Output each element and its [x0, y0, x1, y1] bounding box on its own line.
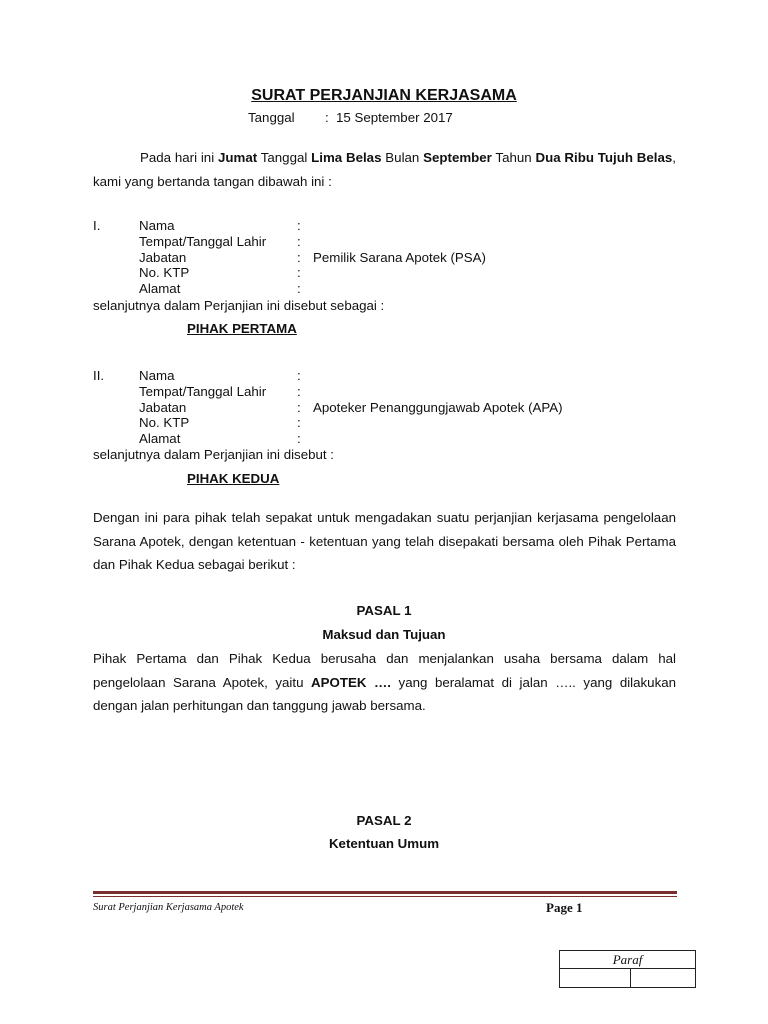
party2-field-colon: : [297, 400, 301, 415]
party2-field-label: Jabatan [139, 400, 187, 415]
party2-field-label: Nama [139, 368, 175, 383]
paraf-box [559, 950, 696, 988]
party1-field-colon: : [297, 265, 301, 280]
footer-rule-thick [93, 891, 677, 894]
party2-field-value: Apoteker Penanggungjawab Apotek (APA) [313, 400, 563, 415]
party2-roman: II. [93, 368, 105, 383]
pasal1-paragraph: Pihak Pertama dan Pihak Kedua berusaha dan menjalankan usaha bersama dalam hal pengelolaan Sarana Apotek, yaitu APOTEK …. yang beralamat di jalan ….. yang dilakukan dengan jalan perhitungan dan tanggung jawab bersama. [93, 651, 677, 713]
document-title: SURAT PERJANJIAN KERJASAMA [251, 87, 517, 104]
pasal1-subheading: Maksud dan Tujuan [322, 627, 446, 642]
party2-field-label: Tempat/Tanggal Lahir [139, 384, 267, 399]
party1-designation-text: selanjutnya dalam Perjanjian ini disebut sebagai : [93, 298, 385, 313]
party2-field-colon: : [297, 415, 301, 430]
pasal2-heading: PASAL 2 [356, 813, 412, 828]
party2-field-label: Alamat [139, 431, 181, 446]
party2-designation-text: selanjutnya dalam Perjanjian ini disebut : [93, 447, 334, 462]
footer-page-number: Page 1 [546, 900, 583, 915]
party1-field-label: Alamat [139, 281, 181, 296]
party2-field-colon: : [297, 368, 301, 383]
party1-field-label: Tempat/Tanggal Lahir [139, 234, 267, 249]
party2-name: PIHAK KEDUA [187, 471, 280, 486]
footer-document-title: Surat Perjanjian Kerjasama Apotek [93, 902, 244, 913]
pasal2-subheading: Ketentuan Umum [328, 836, 440, 851]
party1-field-colon: : [297, 250, 301, 265]
party1-field-colon: : [297, 281, 301, 296]
party1-field-value: Pemilik Sarana Apotek (PSA) [313, 250, 486, 265]
paraf-label: Paraf [560, 951, 695, 969]
party1-field-label: No. KTP [139, 265, 190, 280]
party2-field-colon: : [297, 431, 301, 446]
paraf-cell-divider [630, 969, 631, 987]
footer-rule-thin [93, 896, 677, 897]
party1-field-label: Jabatan [139, 250, 187, 265]
agreement-paragraph: Dengan ini para pihak telah sepakat untuk mengadakan suatu perjanjian kerjasama pengelolaan Sarana Apotek, dengan ketentuan - ketentuan yang telah disepakati bersama oleh Pihak Pertama dan Pihak Kedua sebagai berikut : [93, 510, 676, 572]
intro-paragraph: Pada hari ini Jumat Tanggal Lima Belas Bulan September Tahun Dua Ribu Tujuh Belas, kami yang bertanda tangan dibawah ini : [93, 150, 676, 189]
party1-field-colon: : [297, 234, 301, 249]
party2-field-label: No. KTP [139, 415, 190, 430]
date-separator: : [325, 110, 329, 125]
party2-field-colon: : [297, 384, 301, 399]
party1-name: PIHAK PERTAMA [187, 321, 297, 336]
date-label: Tanggal [248, 110, 295, 125]
date-value: 15 September 2017 [336, 110, 453, 125]
pasal1-heading: PASAL 1 [356, 603, 412, 618]
party1-field-label: Nama [139, 218, 175, 233]
party1-roman: I. [93, 218, 101, 233]
party1-field-colon: : [297, 218, 301, 233]
